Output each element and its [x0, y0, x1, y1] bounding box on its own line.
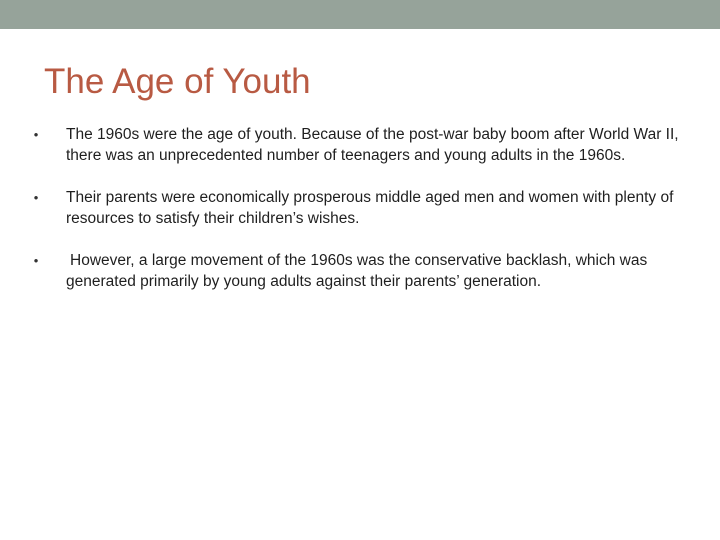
bullet-item	[30, 124, 690, 166]
top-accent-band	[0, 0, 720, 29]
bullet-dot-icon: •	[33, 253, 39, 268]
bullet-text: Their parents were economically prosperous middle aged men and women with plenty of resources to satisfy their children’s wishes.	[66, 189, 674, 227]
bullet-dot-icon: •	[33, 190, 39, 205]
bullet-item	[30, 250, 690, 292]
bullet-text: However, a large movement of the 1960s was the conservative backlash, which was generated primarily by young adults against their parents’ generation.	[66, 252, 648, 290]
bullet-text: The 1960s were the age of youth. Because of the post-war baby boom after World War II, there was an unprecedented number of teenagers and young adults in the 1960s.	[66, 126, 679, 164]
bullet-dot-icon: •	[33, 127, 39, 142]
bullet-list	[30, 124, 690, 292]
bullet-item	[30, 187, 690, 229]
slide-title: The Age of Youth	[44, 62, 311, 101]
